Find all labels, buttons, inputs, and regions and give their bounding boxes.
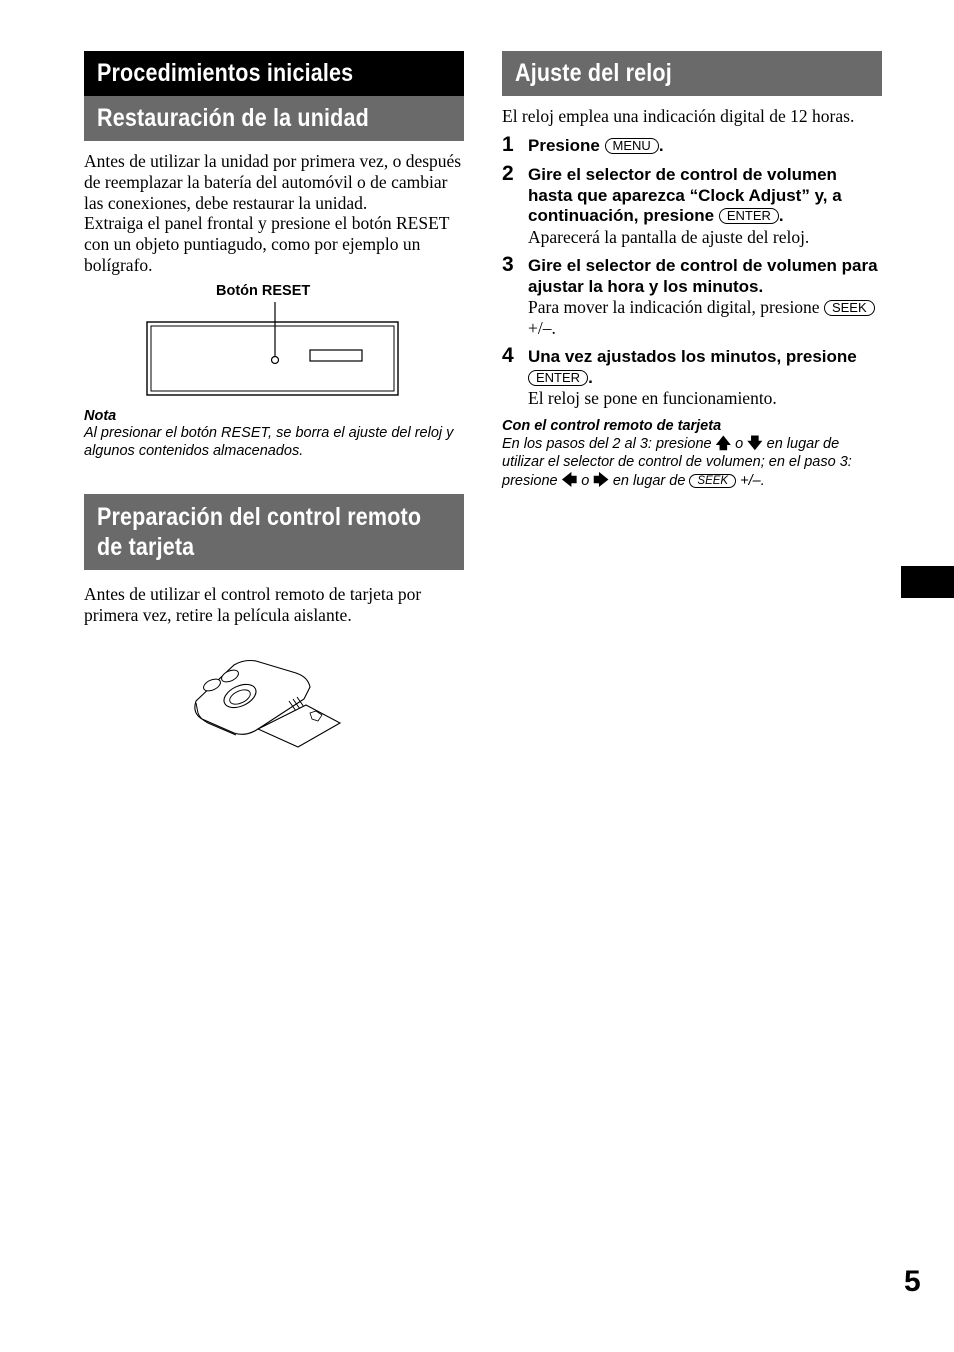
down-arrow-icon: 🡇 [747, 433, 763, 452]
page-number: 5 [904, 1265, 921, 1298]
step-2: 2 Gire el selector de control de volumen hasta que aparezca “Clock Adjust” y, a continuación, presione ENTER . Aparecerá la pantalla de ajuste del reloj. [502, 165, 882, 247]
step-4: 4 Una vez ajustados los minutos, presione ENTER . El reloj se pone en funcionamiento. [502, 347, 882, 409]
left-column [84, 51, 464, 761]
card-remote-illustration [84, 641, 464, 761]
section-title: Procedimientos iniciales [84, 51, 464, 96]
enter-key: ENTER [719, 208, 779, 224]
step-description: Aparecerá la pantalla de ajuste del reloj. [528, 226, 810, 247]
remote-note-text: En los pasos del 2 al 3: presione 🡅 o 🡇 en lugar de utilizar el selector de control de volumen; en el paso 3: presione 🡄 o 🡆 en lugar de SEEK +/–. [502, 433, 852, 489]
step-description: Para mover la indicación digital, presione SEEK +/–. [528, 297, 882, 338]
step-number: 2 [502, 162, 514, 186]
reset-paragraph-1: Antes de utilizar la unidad por primera vez, o después de reemplazar la batería del automóvil o de cambiar las conexiones, debe restaurar la unidad. [84, 151, 462, 213]
up-arrow-icon: 🡅 [715, 433, 732, 452]
step-number: 1 [502, 132, 514, 156]
remote-paragraph: Antes de utilizar el control remoto de tarjeta por primera vez, retire la película aislante. [84, 583, 422, 625]
right-arrow-icon: 🡆 [593, 470, 609, 489]
reset-paragraph-2: Extraiga el panel frontal y presione el botón RESET con un objeto puntiagudo, como por ejemplo un bolígrafo. [84, 213, 450, 275]
note-text: Al presionar el botón RESET, se borra el ajuste del reloj y algunos contenidos almacenados. [84, 424, 454, 459]
front-panel-illustration [84, 276, 464, 408]
step-3: 3 Gire el selector de control de volumen para ajustar la hora y los minutos. Para mover la indicación digital, presione SEEK +/–. [502, 256, 882, 338]
clock-heading: Ajuste del reloj [502, 51, 882, 96]
step-number: 4 [502, 344, 514, 368]
seek-key: SEEK [824, 300, 875, 316]
remote-note-title: Con el control remoto de tarjeta [502, 417, 722, 434]
step-1: 1 Presione MENU . [502, 132, 664, 156]
menu-key: MENU [605, 138, 659, 154]
reset-diagram [84, 276, 464, 408]
reset-heading: Restauración de la unidad [84, 96, 464, 141]
enter-key: ENTER [528, 370, 588, 386]
step-description: El reloj se pone en funcionamiento. [528, 388, 777, 409]
note-title: Nota [84, 407, 117, 424]
right-column [502, 51, 882, 490]
section-tab-marker [901, 566, 954, 598]
seek-key: SEEK [689, 474, 736, 488]
left-arrow-icon: 🡄 [561, 470, 578, 489]
reset-button-label: Botón RESET [216, 282, 311, 299]
remote-heading: Preparación del control remoto de tarjeta [84, 494, 464, 570]
step-number: 3 [502, 253, 514, 277]
clock-intro: El reloj emplea una indicación digital de 12 horas. [502, 106, 855, 126]
